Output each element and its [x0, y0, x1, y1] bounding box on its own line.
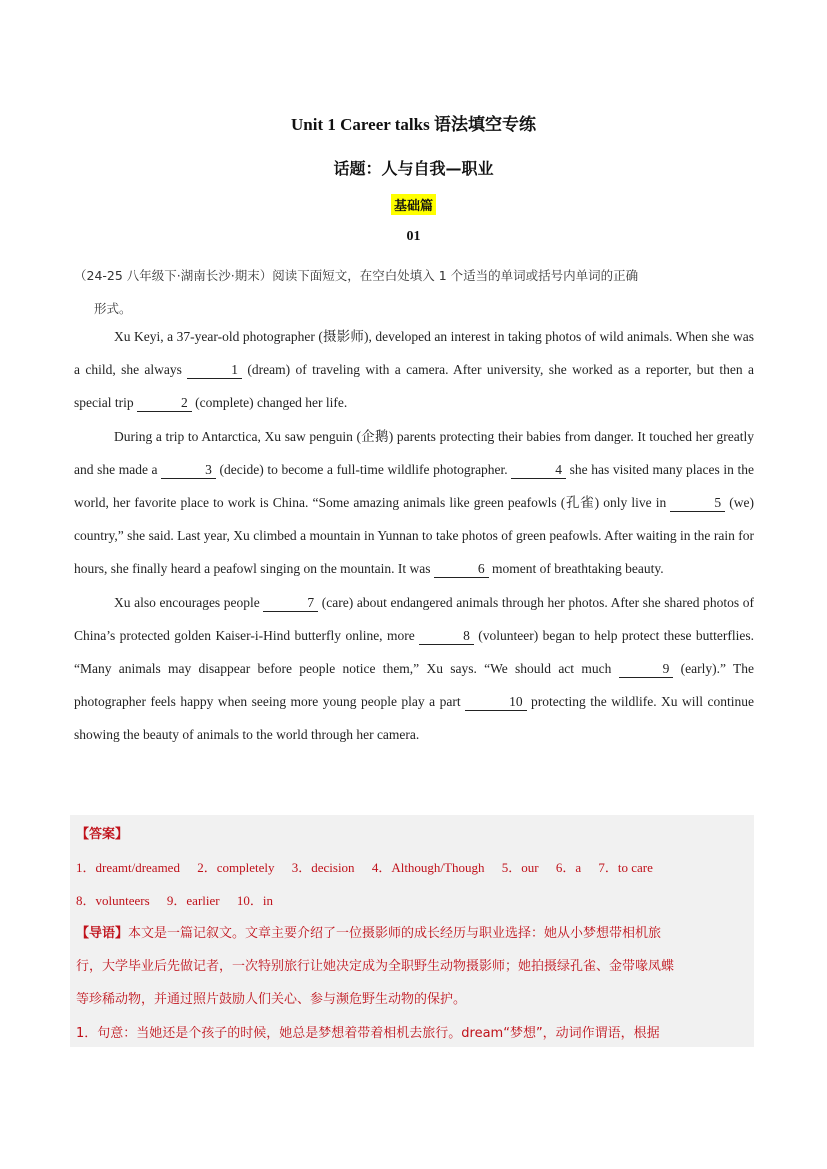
- answer-item: 2．completely: [197, 860, 275, 875]
- explanation-line-1: 1．句意：当她还是个孩子的时候，她总是梦想着带着相机去旅行。dream“梦想”，动词作谓语，根据: [76, 1026, 660, 1041]
- answer-item: 9．earlier: [166, 893, 220, 908]
- passage: [74, 320, 754, 752]
- answer-label-line: [76, 823, 748, 842]
- passage-paragraph-2: [74, 420, 754, 586]
- guide-line-3: 等珍稀动物，并通过照片鼓励人们关心、参与濒危野生动物的保护。: [76, 992, 467, 1007]
- guide-line-1: [76, 922, 748, 941]
- guide-line-2: 行，大学毕业后先做记者，一次特别旅行让她决定成为全职野生动物摄影师；她拍摄绿孔雀、金带喙凤蝶: [76, 959, 675, 974]
- instructions-line-2: 形式。: [94, 301, 132, 316]
- blank-6: 6: [434, 561, 489, 578]
- answer-row-2: [76, 890, 748, 909]
- section-number: 01: [406, 229, 421, 244]
- page-title: Unit 1 Career talks 语法填空专练: [291, 115, 536, 134]
- passage-text: moment of breathtaking beauty.: [488, 561, 664, 577]
- blank-1: 1: [187, 362, 242, 379]
- passage-text: Xu also encourages people: [114, 594, 264, 610]
- answer-item: 8．volunteers: [76, 893, 150, 908]
- blank-4: 4: [511, 462, 566, 479]
- passage-text: (complete) changed her life.: [191, 395, 348, 411]
- answer-item: 5．our: [501, 860, 539, 875]
- answer-label: 【答案】: [76, 827, 129, 842]
- passage-text: protecting the wildlife. Xu will continue showing the beauty of animals to the world through her camera.: [74, 694, 754, 743]
- instructions-line-1: （24-25 八年级下·湖南长沙·期末）阅读下面短文，在空白处填入 1 个适当的单词或括号内单词的正确: [74, 268, 639, 283]
- level-badge-wrap: [0, 194, 827, 215]
- answer-item: 4．Although/Though: [371, 860, 485, 875]
- blank-8: 8: [419, 628, 474, 645]
- blank-9: 9: [619, 661, 674, 678]
- blank-5: 5: [670, 495, 725, 512]
- blank-7: 7: [263, 595, 318, 612]
- blank-3: 3: [161, 462, 216, 479]
- passage-text: (volunteer) began to help protect these butterflies. “Many animals may disappear before people notice them,” Xu says. “We should act much: [74, 627, 755, 677]
- answer-item: 6．a: [555, 860, 582, 875]
- passage-paragraph-3: [74, 586, 754, 752]
- answer-item: 1．dreamt/dreamed: [76, 860, 180, 875]
- guide-text: 本文是一篇记叙文。文章主要介绍了一位摄影师的成长经历与职业选择：她从小梦想带相机旅: [128, 926, 662, 941]
- answer-item: 7．to care: [598, 860, 653, 875]
- passage-text: (early).” The photographer feels happy when seeing more young people play a part: [74, 661, 754, 710]
- answer-box: [70, 815, 754, 1047]
- blank-2: 2: [137, 395, 192, 412]
- guide-label: 【导语】: [76, 926, 129, 941]
- answer-row-1: [76, 857, 748, 876]
- answer-item: 3．decision: [291, 860, 355, 875]
- passage-paragraph-1: [74, 320, 754, 420]
- instructions: [74, 259, 760, 325]
- passage-text: (care) about endangered animals through her photos. After she shared photos of China’s protected golden Kaiser-i-Hind butterfly online, more: [74, 594, 754, 643]
- passage-text: (dream) of traveling with a camera. After university, she worked as a reporter, but then a special trip: [74, 362, 755, 411]
- passage-text: Xu Keyi, a 37-year-old photographer (摄影师), developed an interest in taking photos of wild animals. When she was a child, she always: [74, 329, 754, 378]
- answer-item: 10．in: [236, 893, 273, 908]
- passage-text: (decide) to become a full-time wildlife photographer.: [215, 461, 512, 477]
- passage-text: During a trip to Antarctica, Xu saw penguin (企鹅) parents protecting their babies from danger. It touched her greatly and she made a: [74, 428, 754, 477]
- passage-text: (we) country,” she said. Last year, Xu climbed a mountain in Yunnan to take photos of green peafowls. After waiting in the rain for hours, she finally heard a peafowl singing on the mountain. It was: [74, 495, 754, 577]
- topic-subtitle: 话题：人与自我—职业: [333, 159, 494, 178]
- passage-text: she has visited many places in the world, her favorite place to work is China. “Some amazing animals like green peafowls (孔雀) only live in: [74, 461, 754, 511]
- level-badge: 基础篇: [391, 194, 436, 215]
- blank-10: 10: [465, 694, 527, 711]
